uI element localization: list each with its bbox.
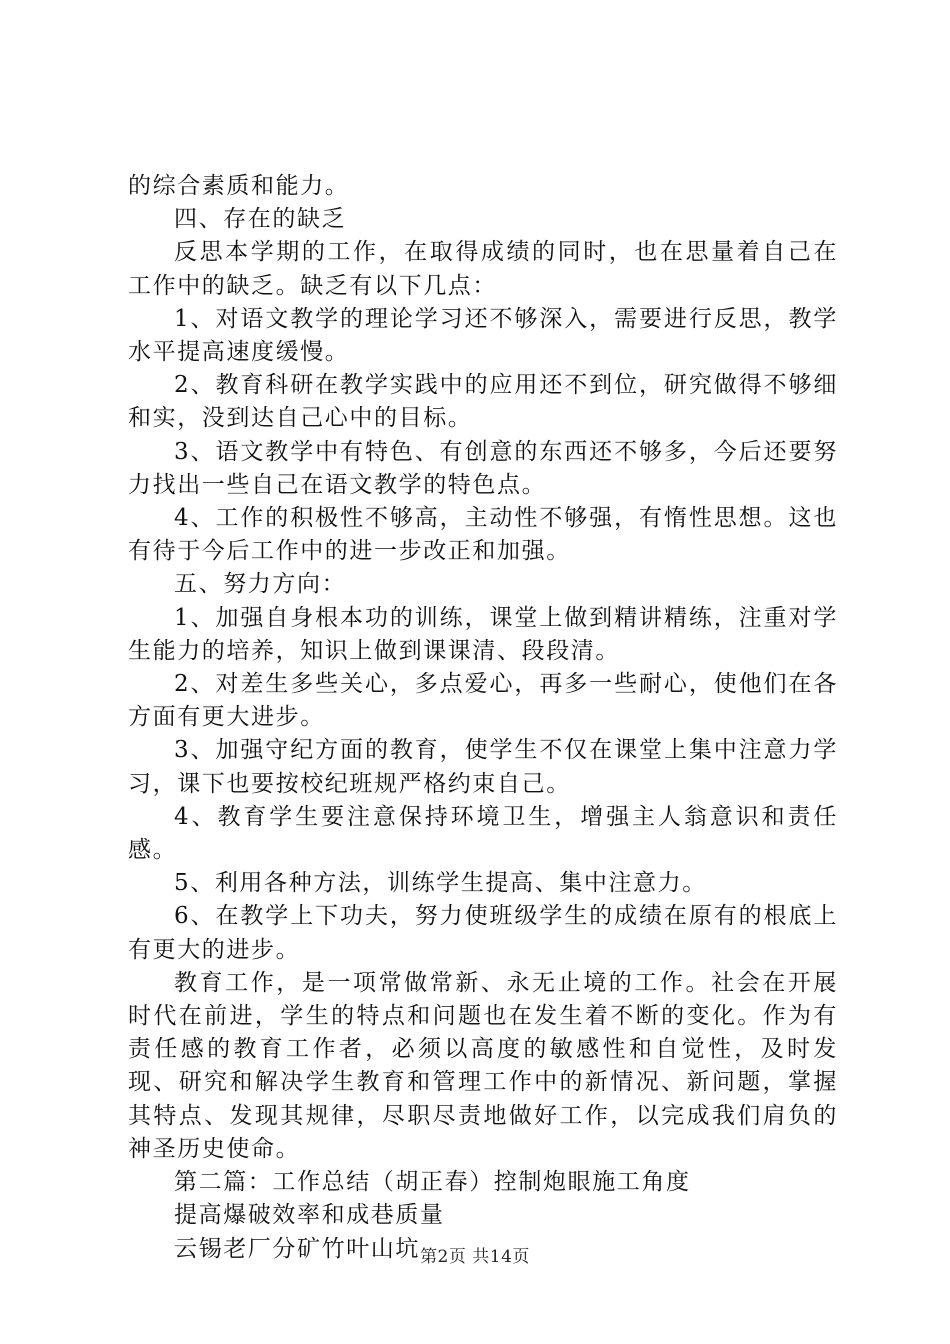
article-subtitle: 提高爆破效率和成巷质量 [174, 1202, 445, 1229]
list-item-direction-2: 2、对差生多些关心，多点爱心，再多一些耐心，使他们在各方面有更大进步。 [128, 671, 838, 731]
list-item-shortcoming-4: 4、工作的积极性不够高，主动性不够强，有惰性思想。这也有待于今后工作中的进一步改正和加强。 [128, 505, 838, 565]
list-item-direction-4: 4、教育学生要注意保持环境卫生，增强主人翁意识和责任感。 [128, 803, 838, 864]
list-item-shortcoming-2: 2、教育科研在教学实践中的应用还不到位，研究做得不够细和实，没到达自己心中的目标。 [128, 372, 838, 432]
list-item-direction-6: 6、在教学上下功夫，努力使班级学生的成绩在原有的根底上有更大的进步。 [128, 903, 838, 963]
paragraph-continuation: 的综合素质和能力。 [128, 173, 350, 199]
document-body [128, 170, 838, 1266]
paragraph-reflection: 反思本学期的工作，在取得成绩的同时，也在思量着自己在工作中的缺乏。缺乏有以下几点： [128, 239, 838, 299]
paragraph-conclusion: 教育工作，是一项常做常新、永无止境的工作。社会在开展时代在前进，学生的特点和问题也在发生着不断的变化。作为有责任感的教育工作者，必须以高度的敏感性和自觉性，及时发现、研究和解决学生教育和管理工作中的新情况、新问题，掌握其特点、发现其规律，尽职尽责地做好工作，以完成我们肩负的神圣历史使命。 [128, 969, 838, 1162]
section-heading-shortcomings: 四、存在的缺乏 [174, 206, 347, 233]
list-item-direction-5: 5、利用各种方法，训练学生提高、集中注意力。 [174, 870, 707, 897]
list-item-shortcoming-1: 1、对语文教学的理论学习还不够深入，需要进行反思，教学水平提高速度缓慢。 [128, 305, 838, 366]
list-item-direction-3: 3、加强守纪方面的教育，使学生不仅在课堂上集中注意力学习，课下也要按校纪班规严格约束自己。 [128, 737, 838, 797]
list-item-direction-1: 1、加强自身根本功的训练，课堂上做到精讲精练，注重对学生能力的培养，知识上做到课课清、段段清。 [128, 604, 838, 664]
article-title-part-two: 第二篇：工作总结（胡正春）控制炮眼施工角度 [174, 1169, 691, 1196]
page-number-footer: 第2页 共14页 [420, 1247, 530, 1267]
list-item-shortcoming-3: 3、语文教学中有特色、有创意的东西还不够多，今后还要努力找出一些自己在语文教学的特色点。 [128, 438, 838, 498]
article-author-unit: 云锡老厂分矿竹叶山坑 [174, 1235, 420, 1262]
section-heading-direction: 五、努力方向： [174, 571, 347, 598]
